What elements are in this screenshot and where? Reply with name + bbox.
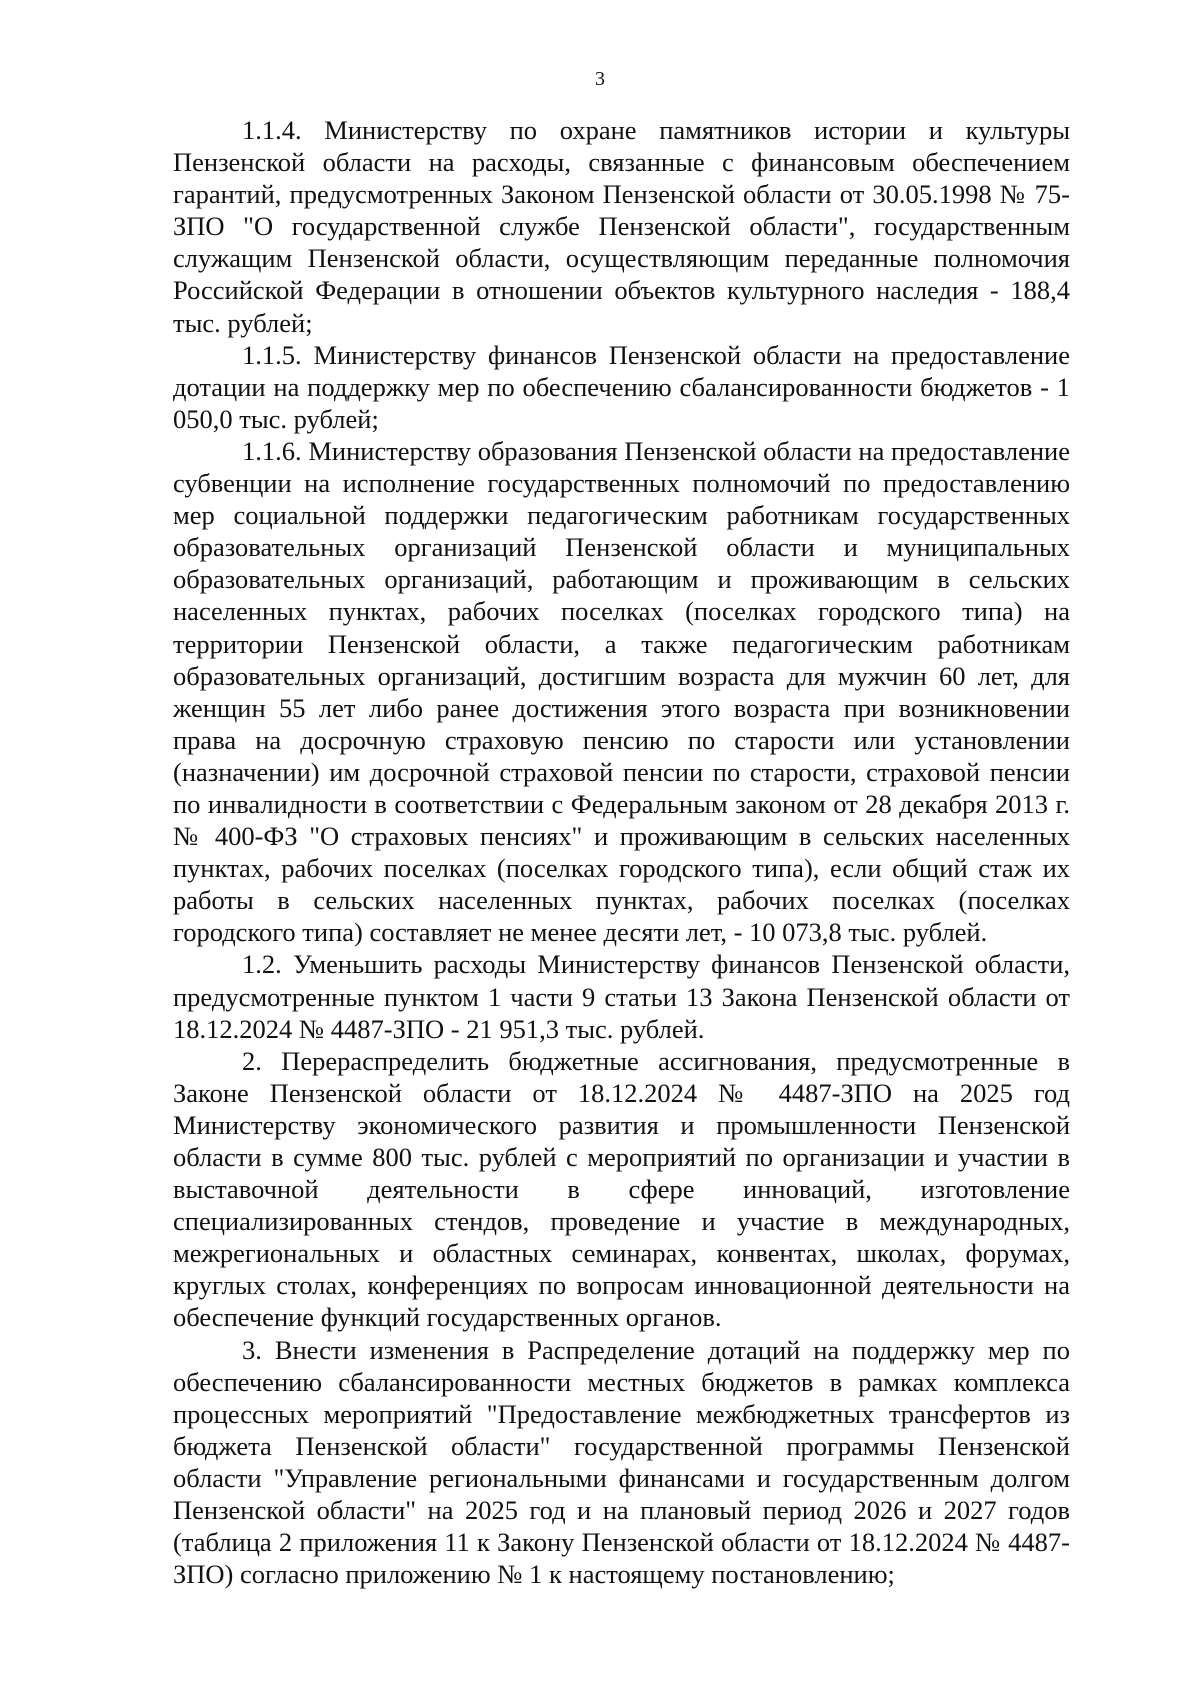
paragraph-3: 3. Внести изменения в Распределение дотаций на поддержку мер по обеспечению сбалансированности местных бюджетов в рамках комплекса процессных мероприятий "Предоставление межбюджетных трансфертов из бюджета Пензенской области" государственной программы Пензенской области "Управление региональными финансами и государственным долгом Пензенской области" на 2025 год и на плановый период 2026 и 2027 годов (таблица 2 приложения 11 к Закону Пензенской области от 18.12.2024 № 4487-ЗПО) согласно приложению № 1 к настоящему постановлению; (173, 1334, 1070, 1590)
paragraph-2: 2. Перераспределить бюджетные ассигнования, предусмотренные в Законе Пензенской области от 18.12.2024 № 4487-ЗПО на 2025 год Министерству экономического развития и промышленности Пензенской области в сумме 800 тыс. рублей с мероприятий по организации и участии в выставочной деятельности в сфере инноваций, изготовление специализированных стендов, проведение и участие в международных, межрегиональных и областных семинарах, конвентах, школах, форумах, круглых столах, конференциях по вопросам инновационной деятельности на обеспечение функций государственных органов. (173, 1045, 1070, 1333)
document-body (173, 114, 1070, 1590)
paragraph-1-2: 1.2. Уменьшить расходы Министерству финансов Пензенской области, предусмотренные пунктом 1 части 9 статьи 13 Закона Пензенской области от 18.12.2024 № 4487-ЗПО - 21 951,3 тыс. рублей. (173, 949, 1070, 1044)
page-number: 3 (595, 68, 605, 90)
paragraph-1-1-6: 1.1.6. Министерству образования Пензенской области на предоставление субвенции на исполнение государственных полномочий по предоставлению мер социальной поддержки педагогическим работникам государственных образовательных организаций Пензенской области и муниципальных образовательных организаций, работающим и проживающим в сельских населенных пунктах, рабочих поселках (поселках городского типа) на территории Пензенской области, а также педагогическим работникам образовательных организаций, достигшим возраста для мужчин 60 лет, для женщин 55 лет либо ранее достижения этого возраста при возникновении права на досрочную страховую пенсию по старости или установлении (назначении) им досрочной страховой пенсии по старости, страховой пенсии по инвалидности в соответствии с Федеральным законом от 28 декабря 2013 г. № 400-ФЗ "О страховых пенсиях" и проживающим в сельских населенных пунктах, рабочих поселках (поселках городского типа), если общий стаж их работы в сельских населенных пунктах, рабочих поселках (поселках городского типа) составляет не менее десяти лет, - 10 073,8 тыс. рублей. (173, 435, 1070, 948)
paragraph-1-1-5: 1.1.5. Министерству финансов Пензенской области на предоставление дотации на поддержку мер по обеспечению сбалансированности бюджетов - 1 050,0 тыс. рублей; (173, 339, 1070, 434)
paragraph-1-1-4: 1.1.4. Министерству по охране памятников истории и культуры Пензенской области на расходы, связанные с финансовым обеспечением гарантий, предусмотренных Законом Пензенской области от 30.05.1998 № 75-ЗПО "О государственной службе Пензенской области", государственным служащим Пензенской области, осуществляющим переданные полномочия Российской Федерации в отношении объектов культурного наследия - 188,4 тыс. рублей; (173, 115, 1070, 338)
